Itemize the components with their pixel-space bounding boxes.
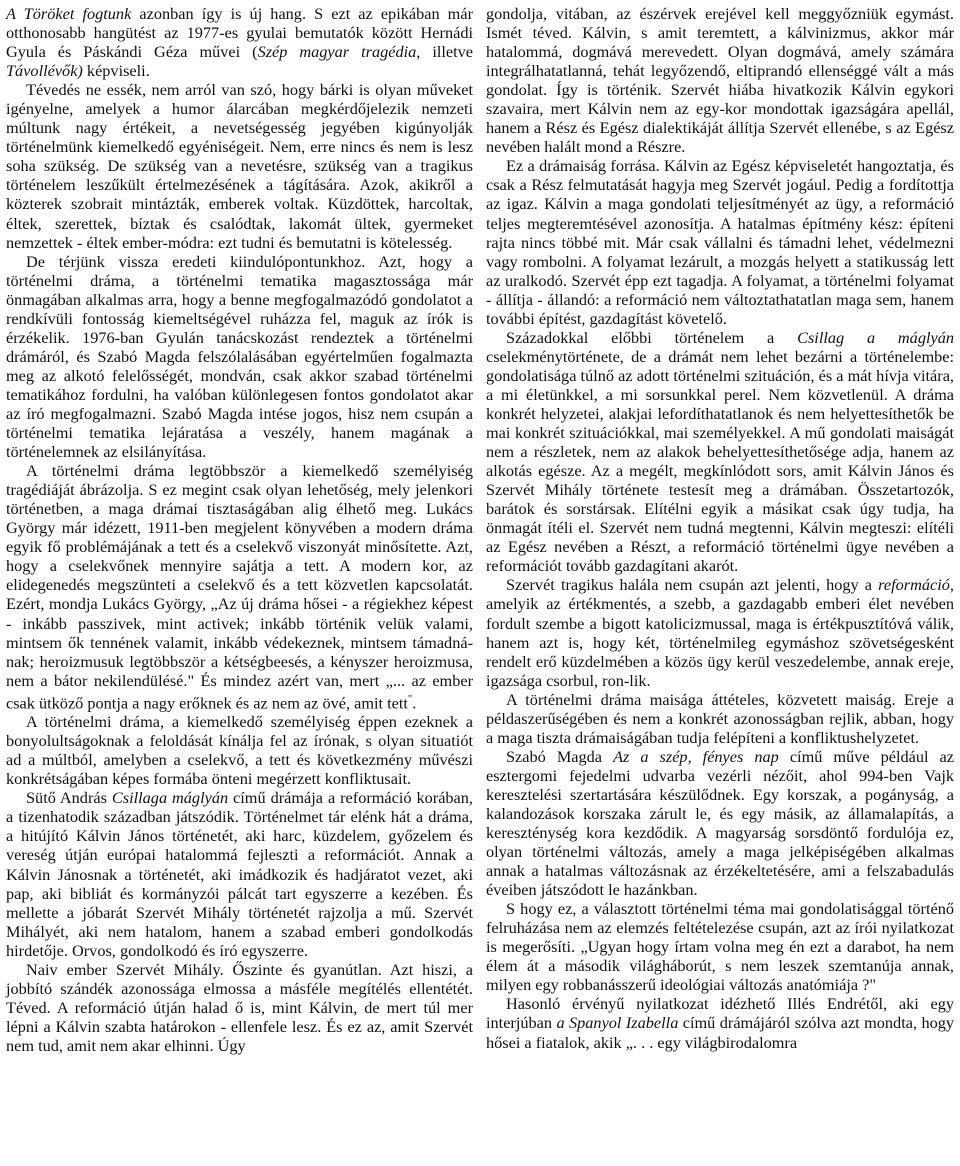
left-column [6,4,473,1166]
text-run: című műve például az esztergomi fejedelmi udvarba vezérli nézőit, ahol 994-ben Vajk keresztelési szertartására készülődnek. Egy korszak, a pogányság, a kalandozások korszaka zárult le, és egy másik, az államalapítás, a kereszténység kora kezdődik. A magyarság sorsdöntő fordulója ez, olyan történelmi változás, amely a maga jelképiségében alkalmas annak a hatalmas változásnak az érzékeltetésére, ami a felszabadulás éveiben játszódott le hazánkban. [486,746,954,900]
title-reference: Távollévők) [6,61,83,81]
text-run: Szabó Magda [506,746,614,766]
title-reference: Csillag a máglyán [797,327,954,347]
paragraph: Ez a drámaiság forrása. Kálvin az Egész képviseletét hangoztatja, és csak a Rész felmutatását hagyja meg Szervét jogául. Pedig a fordítottja az igaz. Kálvin a maga gondolati teljesítményét az ügy, a reformáció teljes megteremtésével azonosítja. A hatalmas építmény kész: építeni rajta nincs többé mit. Már csak vállalni és támadni lehet, védelmezni vagy rombolni. A folyamat lezárult, a mozgás helyett a statikusság lett az uralkodó. Szervét épp ezt tagadja. A folyamat, a történelmi folyamat - állítja - állandó: a reformáció nem változtathatatlan maga sem, hanem további építést, gazdagítást követelő. [486,156,954,328]
footnote-mark: " [407,693,413,705]
paragraph [6,461,473,712]
text-run: című drámája a reformáció korában, a tizenhatodik században játszódik. Történelmet tár elénk hát a dráma, a hitújító Kálvin János történetét, aki harc, küzdelem, győzelem és vereség útján európai hatalommá fejleszti a reformációt. Annak a Kálvin Jánosnak a történetét, aki imádkozik és hadjáratot vezet, aki pap, aki bibliát és kormányzói pálcát tart egyszerre a kezében. És mellette a jóbarát Szervét Mihály történetét rajzolja a mű. Szervét Mihályét, aki nem hatalom, hanem a szabad emberi gondolkodás hirdetője. Orvos, gondolkodó és író egyszerre. [6,788,473,960]
text-run: cselekménytörténete, de a drámát nem lehet bezárni a történelembe: gondolatisága túlnő az adott történelmi szituáción, és a mát hívja vitára, a mi életünkkel, a mi sorsunkkal perel. Nem közvetlenül. A dráma konkrét helyzetei, alakjai lefordíthatatlanok és nem helyettesíthetők be mai konkrét szituációkkal, mai személyekkel. A mű gondolati maiságát nem a részletek, nem az alakok behelyettesíthetősége adja, hanem az alkotás egésze. Az a megélt, megkínlódott sors, amit Kálvin János és Szervét Mihály története testesít meg a drámában. Összetartozók, barátok és sorstársak. Elítélni egyik a másikat csak úgy tudja, ha önmagát ítéli el. Szervét nem tudná megtenni, Kálvin megteszi: elítéli az Egész nevében a Részt, a reformáció történelmi ügye nevében a reformációt tovább gazdagítani akarót. [486,346,954,576]
text-run: Sütő András [26,788,112,808]
text-run: Hasonló érvényű nyilatkozat idézhető Illés Endrétől, aki egy interjúban [486,994,954,1033]
paragraph [6,4,473,80]
text-run: . [412,693,417,713]
text-run: amelyik az értékmentés, a szebb, a gazdagabb emberi élet nevében fordult szembe a bigott katolicizmussal, maga is értékpusztítóvá válik, hanem azt is, hogy két, történelmileg egymáshoz szövetségesként rendelt erő küzdelmében a közös ügy kerül veszedelembe, annak ereje, igazsága csorbul, ron-lik. [486,594,954,690]
paragraph [486,994,954,1051]
paragraph [486,328,954,576]
title-reference: a Spanyol Izabella [556,1013,679,1033]
emphasis: reformáció, [878,575,954,595]
text-run: illetve [420,42,474,62]
paragraph: Tévedés ne essék, nem arról van szó, hogy bárki is olyan műveket igényelne, amelyek a humor álarcában megkérdőjelezik nemzeti múltunk nagy értékeit, a nevetségesség jegyében kigúnyolják történelmünk kiemelkedő egyéniségeit. Nem, erre nincs és nem is lesz soha szükség. De szükség van a nevetésre, szükség van a tragikus történelem leszűkült értelmezésének a tágítására. Azok, akikről a közterek szobrait mintázták, emberek voltak. Küzdöttek, harcoltak, éltek, szerettek, bíztak és csalódtak, lakomát ültek, gyermeket nemzettek - éltek ember-módra: ezt tudni és bemutatni is kötelesség. [6,80,473,252]
paragraph: S hogy ez, a választott történelmi téma mai gondolatisággal történő felruházása nem az elemzés feltételezése csupán, azt az írói nyilatkozat is megerősíti. „Ugyan hogy írtam volna meg én ezt a darabot, ha nem élem át a második világháborút, s nem leszek szemtanúja annak, milyen egy robbanásszerű ideológiai változás anatómiája ?" [486,899,954,995]
paragraph [486,747,954,899]
text-run: Szervét tragikus halála nem csupán azt jelenti, hogy a [506,575,879,595]
title-reference: A Töröket fogtunk [6,4,132,23]
paragraph [486,575,954,689]
text-run: azonban így is új hang. S ezt az epikában már otthonosabb hangütést az 1977-es gyulai bemutatók között Hernádi Gyula és Páskándi Géza művei ( [6,4,473,62]
text-run: Századokkal előbbi történelem a [506,327,798,347]
text-run: képviseli. [82,61,150,81]
right-column [486,4,954,1166]
text-run: A történelmi dráma legtöbbször a kiemelkedő személyiség tragédiáját ábrázolja. S ez megint csak olyan lehetőség, mely jelenkori történetben, a maga drámai tisztaságában alig élhető meg. Lukács György már idézett, 1911-ben megjelent könyvében a modern dráma egyik fő problémájának a tett és a cselekvő viszonyát minősítette. Azt, hogy a cselekvőnek mennyire sajátja a tett. A modern kor, az elidegenedés megszünteti a cselekvő és a tett közvetlen kapcsolatát. Ezért, mondja Lukács György, „Az új dráma hősei - a régiekhez képest - inkább passzivek, mint activek; inkább történik velük valami, mintsem ők tennének valamit, inkább védekeznek, mintsem támadná-nak; heroizmusuk legtöbbször a kétségbeesés, a kényszer heroizmusa, nem a bátor nekilendülésé." És mindez azért van, mert „... az ember csak ütköző pontja a nagy erőknek és az nem az övé, amit tett [6,461,473,713]
paragraph: A történelmi dráma maisága áttételes, közvetett maiság. Ereje a példaszerűségében és nem a konkrét azonosságban rejlik, abban, hogy a maga tiszta drámaiságában tudja felépíteni a konfliktushelyzetet. [486,689,954,747]
title-reference: Csillaga máglyán [111,788,229,808]
paragraph: De térjünk vissza eredeti kiindulópontunkhoz. Azt, hogy a történelmi dráma, a történelmi tematika magasztossága már önmagában alkalmas arra, hogy a benne megfogalmazódó gondolatot a rendkívüli fontosság kiemeltségével ruházza fel, maguk az írók is érzékelik. 1976-ban Gyulán tanácskozást rendeztek a történelmi drámáról, és Szabó Magda felszólalásában egyértelműen fogalmazta meg az alkotó felelősségét, mondván, csak akkor szabad történelmi tematikához fordulni, ha valóban különlegesen fontos gondolatot akar az író megfogalmazni. Szabó Magda intése jogos, hisz nem csupán a történelmi tematika lejáratása a veszély, hanem magának a történelemnek az elsilányítása. [6,251,473,462]
text-run: című drámájáról szólva azt mondta, hogy hősei a fiatalok, akik „. . . egy világbirodalomra [486,1013,955,1052]
paragraph: gondolja, vitában, az észérvek erejével kell meggyőzniük egymást. Ismét téved. Kálvin, s amit teremtett, a kálvinizmus, akkor már hatalommá, dogmává merevedett. Olyan dogmává, amely számára integrálhatatlanná, tehát legyőzendő, eltiprandó ellenséggé vált a más gondolat. Így is történik. Szervét hiába hivatkozik Kálvin egykori szavaira, mert Kálvin nem az egy-kor mondottak igazságára apellál, hanem a Rész és Egész dialektikáját állítja Szervét ellenébe, s az Egész nevében halált mond a Részre. [486,4,954,157]
title-reference: Szép magyar tragédia, [257,42,421,62]
paragraph [6,788,473,959]
paragraph: A történelmi dráma, a kiemelkedő személyiség éppen ezeknek a bonyolultságoknak a feloldását kínálja fel az írónak, s olyan situatiót ad a múltból, amelyben a cselekvő, a tett és következmény művészi konkrétságában képes formába önteni megérzett konfliktusait. [6,712,473,789]
title-reference: Az a szép, fényes nap [613,746,779,766]
paragraph: Naiv ember Szervét Mihály. Őszinte és gyanútlan. Azt hiszi, a jobbító szándék azonossága elmossa a másféle megítélés ellentétét. Téved. A reformáció útján halad ő is, mint Kálvin, de mert túl mer lépni a Kálvin szabta határokon - ellenfele lesz. És ez az, amit Szervét nem tud, amit nem akar elhinni. Úgy [6,959,473,1055]
